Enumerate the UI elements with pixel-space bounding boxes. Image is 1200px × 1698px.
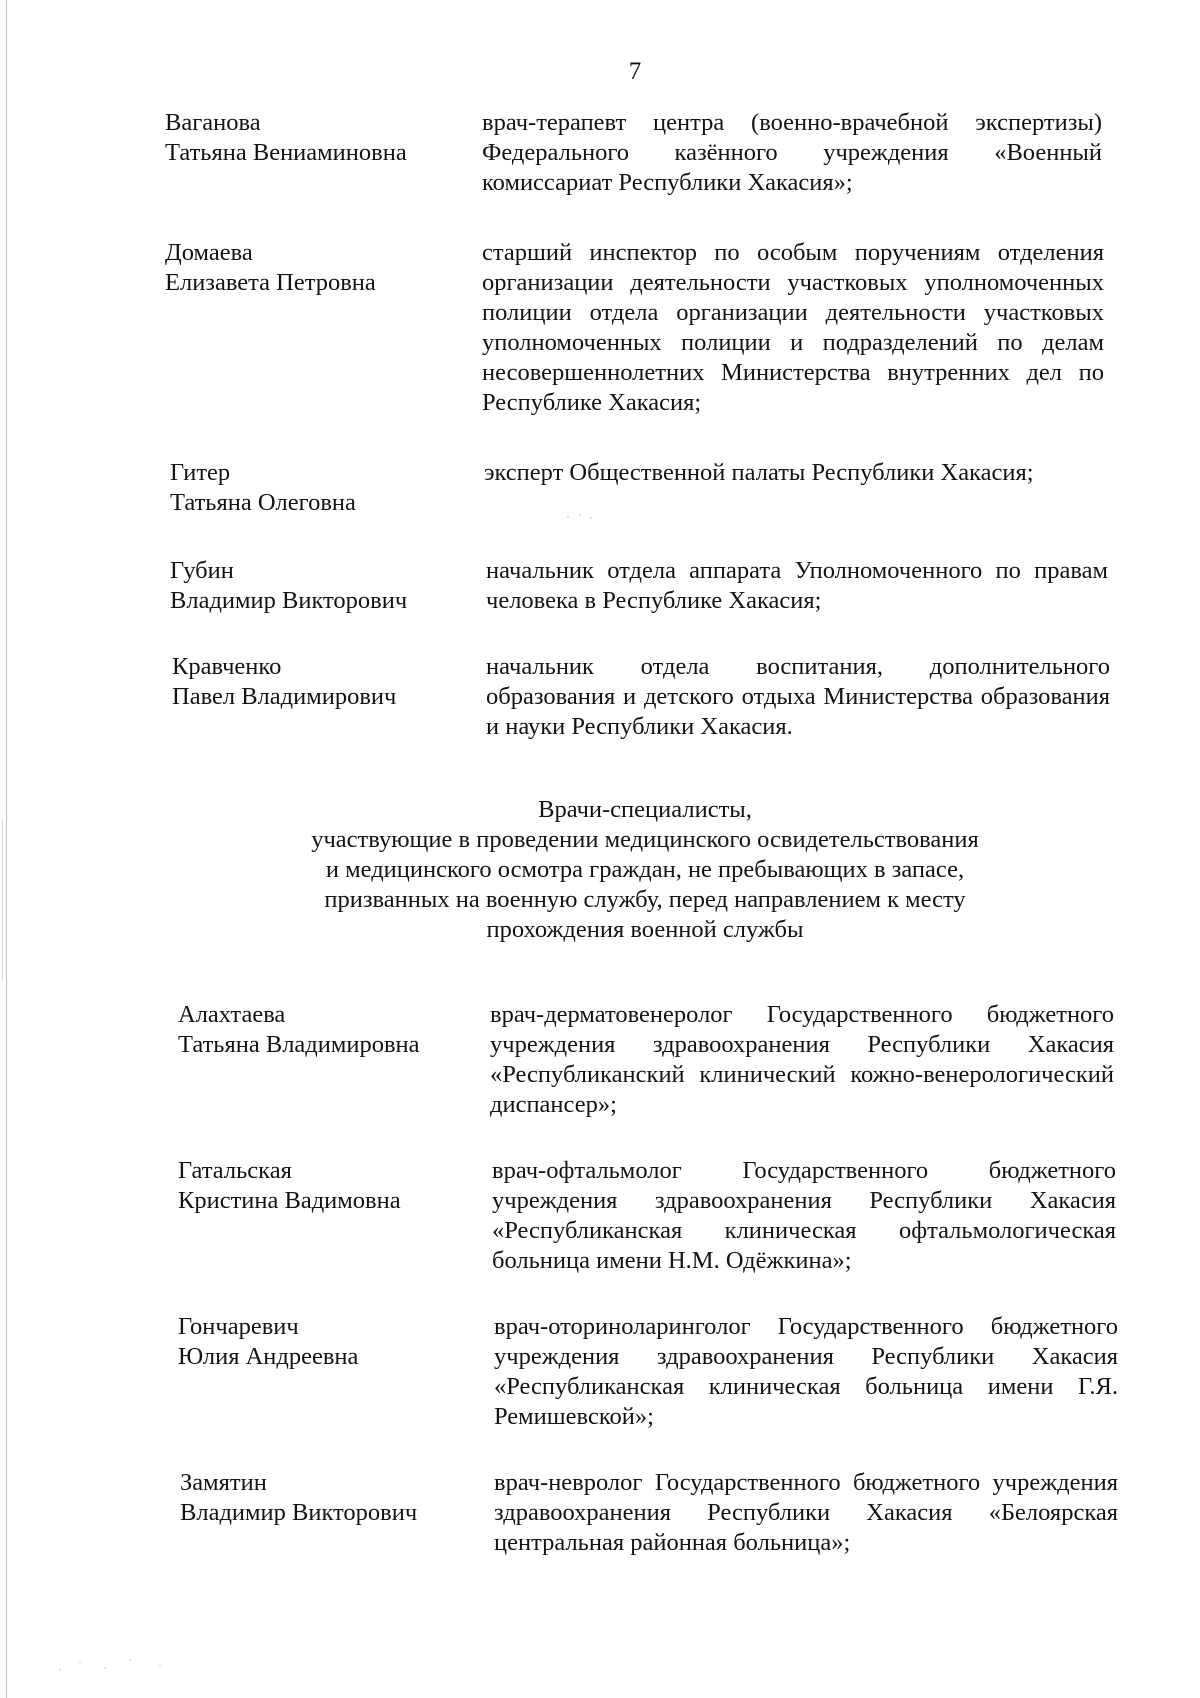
scan-speck: [50, 1650, 190, 1680]
page-number: 7: [628, 58, 642, 85]
given-names: Юлия Андреевна: [178, 1343, 359, 1370]
position-description: врач-офтальмолог Государственного бюджетного учреждения здравоохранения Республики Хакасия «Республиканская клиническая офтальмологическая больница имени Н.М. Одёжкина»;: [492, 1157, 1116, 1274]
section-heading: [0, 795, 1200, 945]
surname: Замятин: [180, 1469, 267, 1496]
position-description: врач-оториноларинголог Государственного бюджетного учреждения здравоохранения Республики Хакасия «Республиканская клиническая больница имени Г.Я. Ремишевской»;: [494, 1313, 1118, 1430]
heading-line: призванных на военную службу, перед направлением к месту: [324, 886, 966, 913]
given-names: Владимир Викторович: [180, 1499, 418, 1526]
person-name: [180, 1468, 470, 1528]
position-description: врач-терапевт центра (военно-врачебной экспертизы) Федерального казённого учреждения «Военный комиссариат Республики Хакасия»;: [482, 109, 1102, 196]
heading-line: и медицинского осмотра граждан, не пребывающих в запасе,: [325, 856, 965, 883]
person-name: [165, 238, 455, 298]
surname: Кравченко: [172, 653, 282, 680]
given-names: Кристина Вадимовна: [178, 1187, 401, 1214]
position-description: начальник отдела аппарата Уполномоченного по правам человека в Республике Хакасия;: [486, 557, 1108, 614]
given-names: Елизавета Петровна: [165, 269, 376, 296]
surname: Губин: [170, 557, 234, 584]
given-names: Татьяна Вениаминовна: [165, 139, 407, 166]
person-name: [178, 1156, 468, 1216]
person-name: [165, 108, 455, 168]
heading-line: Врачи-специалисты,: [538, 796, 752, 823]
position-description: эксперт Общественной палаты Республики Хакасия;: [484, 459, 1034, 486]
person-name: [178, 1312, 468, 1372]
surname: Домаева: [165, 239, 253, 266]
given-names: Татьяна Олеговна: [170, 489, 356, 516]
heading-line: прохождения военной службы: [486, 916, 804, 943]
scan-speck: [560, 512, 620, 522]
surname: Гончаревич: [178, 1313, 299, 1340]
position-description: начальник отдела воспитания, дополнительного образования и детского отдыха Министерства образования и науки Республики Хакасия.: [486, 653, 1110, 740]
person-name: [170, 556, 460, 616]
given-names: Владимир Викторович: [170, 587, 408, 614]
position-description: врач-дерматовенеролог Государственного бюджетного учреждения здравоохранения Республики Хакасия «Республиканский клинический кожно-венерологический диспансер»;: [490, 1001, 1114, 1118]
surname: Ваганова: [165, 109, 261, 136]
position-description: старший инспектор по особым поручениям отделения организации деятельности участковых уполномоченных полиции отдела организации деятельности участковых уполномоченных полиции и подразделений по делам несовершеннолетних Министерства внутренних дел по Республике Хакасия;: [482, 239, 1104, 416]
given-names: Татьяна Владимировна: [178, 1031, 420, 1058]
position-description: врач-невролог Государственного бюджетного учреждения здравоохранения Республики Хакасия «Белоярская центральная районная больница»;: [494, 1469, 1118, 1556]
heading-line: участвующие в проведении медицинского освидетельствования: [311, 826, 979, 853]
surname: Гитер: [170, 459, 231, 486]
surname: Алахтаева: [178, 1001, 286, 1028]
person-name: [178, 1000, 468, 1060]
given-names: Павел Владимирович: [172, 683, 397, 710]
surname: Гатальская: [178, 1157, 292, 1184]
person-name: [170, 458, 460, 518]
person-name: [172, 652, 462, 712]
